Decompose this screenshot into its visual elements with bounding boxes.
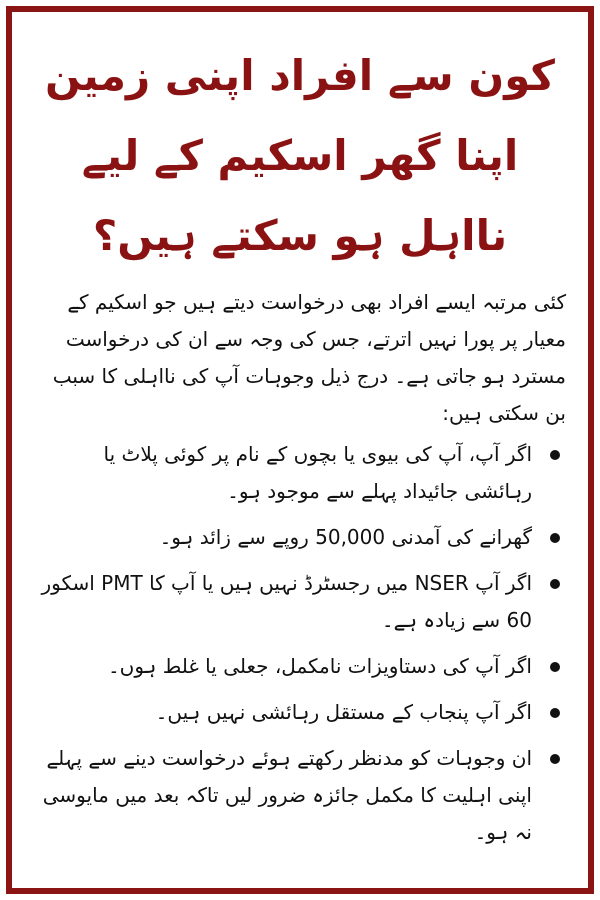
- bullet-dot-icon: [550, 754, 560, 764]
- intro-paragraph: کئی مرتبہ ایسے افراد بھی درخواست دیتے ہیں جو اسکیم کے معیار پر پورا نہیں اترتے، جس کی وجہ سے ان کی درخواست مسترد ہو جاتی ہے۔ درج ذیل وجوہات آپ کی نااہلی کا سبب بن سکتی ہیں:: [52, 290, 566, 425]
- list-item-text: اگر آپ پنجاب کے مستقل رہائشی نہیں ہیں۔: [155, 700, 532, 724]
- list-item-text: ان وجوہات کو مدنظر رکھتے ہوئے درخواست دینے سے پہلے اپنی اہلیت کا مکمل جائزہ ضرور لیں تاکہ بعد میں مایوسی نہ ہو۔: [42, 746, 532, 844]
- list-item-text: اگر آپ کی دستاویزات نامکمل، جعلی یا غلط ہوں۔: [107, 654, 532, 678]
- ineligibility-list: [34, 436, 566, 851]
- list-item: [34, 694, 566, 731]
- bullet-dot-icon: [550, 579, 560, 589]
- list-item-text: اگر آپ، آپ کی بیوی یا بچوں کے نام پر کوئی پلاٹ یا رہائشی جائیداد پہلے سے موجود ہو۔: [103, 442, 532, 503]
- bullet-dot-icon: [550, 533, 560, 543]
- list-item: [34, 740, 566, 851]
- info-card: [6, 6, 594, 894]
- bullet-dot-icon: [550, 708, 560, 718]
- bullet-dot-icon: [550, 662, 560, 672]
- bullet-dot-icon: [550, 450, 560, 460]
- list-item: [34, 519, 566, 556]
- list-item-text: گھرانے کی آمدنی 50,000 روپے سے زائد ہو۔: [159, 525, 532, 549]
- article-body: [34, 284, 566, 851]
- list-item: [34, 565, 566, 639]
- page-title: کون سے افراد اپنی زمین اپنا گھر اسکیم کے لیے نااہل ہو سکتے ہیں؟: [45, 51, 555, 260]
- list-item: [34, 648, 566, 685]
- list-item: [34, 436, 566, 510]
- list-item-text: اگر آپ NSER میں رجسٹرڈ نہیں ہیں یا آپ کا PMT اسکور 60 سے زیادہ ہے۔: [41, 571, 532, 632]
